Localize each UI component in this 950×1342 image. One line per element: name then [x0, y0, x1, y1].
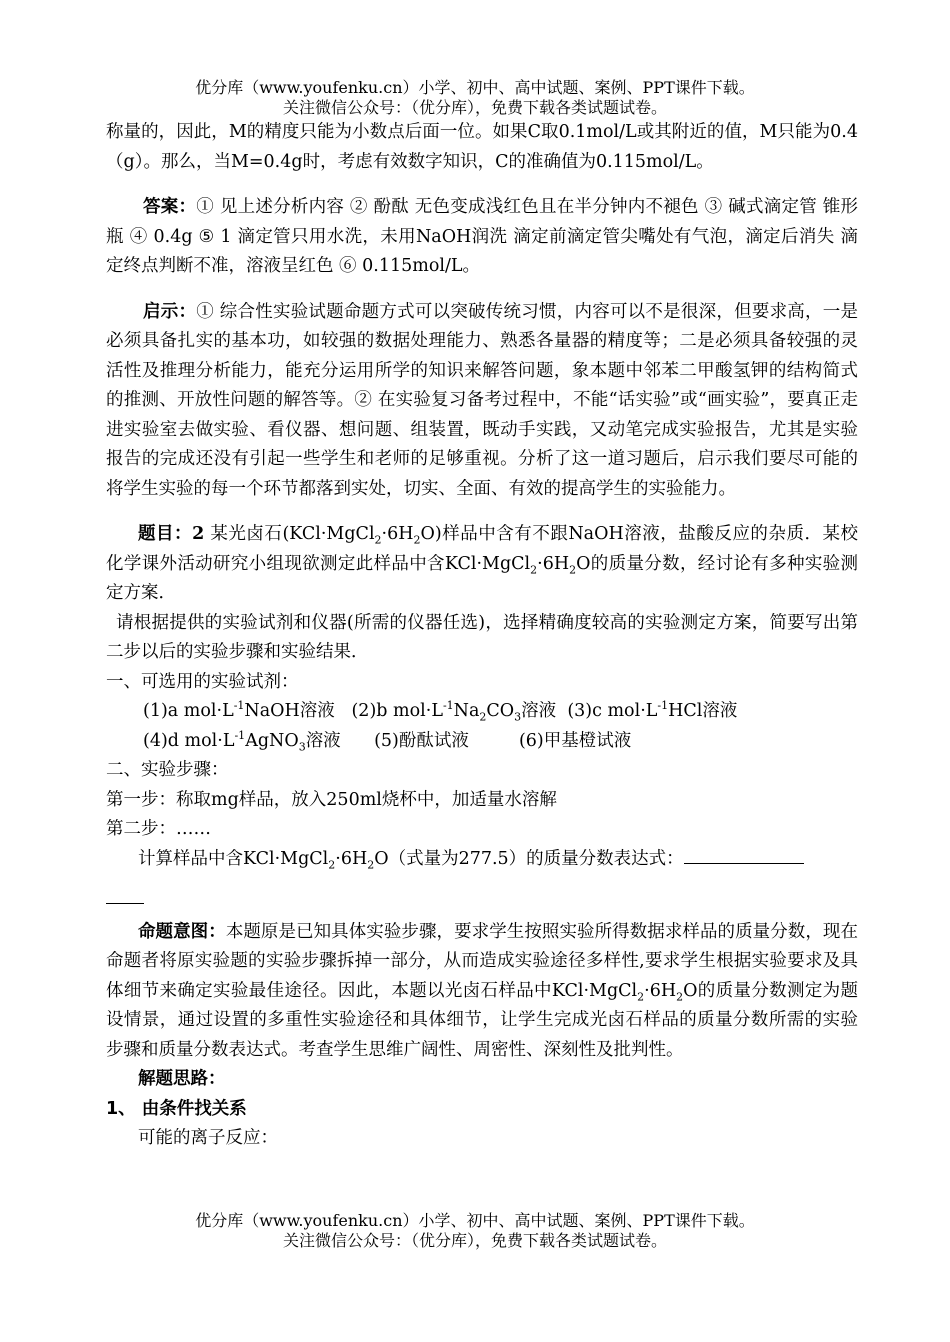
section-steps-title: 二、实验步骤： [106, 760, 229, 780]
intent-label: 命题意图： [138, 921, 226, 942]
problem-statement: 题目：2 某光卤石$(KCl\cdot MgCl_2\cdot 6H_2O)$样品中含有不跟NaOH溶液，盐酸反应的杂质．某校化学课外活动研究小组现欲测定此样品中含$KCl\cdot MgCl_2\cdot 6H_2O$的质量分数，经讨论有多种实验测定方案． [106, 524, 859, 603]
document-body [106, 118, 858, 1154]
hint-paragraph [106, 298, 858, 505]
solution-line: 可能的离子反应： [138, 1128, 278, 1148]
problem-number: 2 [192, 524, 205, 544]
page-header [0, 78, 950, 118]
reagents-line-2: (4)d $mol\cdot L^{-1}AgNO_3$溶液 (5)酚酞试液 (6)甲基橙试液 [143, 728, 632, 753]
calc-expression: 计算样品中含$KCl\cdot MgCl_2\cdot 6H_2O$（式量为277.5）的质量分数表达式： [106, 845, 858, 875]
solution-label: 解题思路： [138, 1069, 226, 1089]
hint-label: 启示： [143, 301, 197, 322]
page-footer [0, 1211, 950, 1251]
answer-text: ① 见上述分析内容 ② 酚酞 无色变成浅红色且在半分钟内不褪色 ③ 碱式滴定管 锥形瓶 ④ 0.4g ⑤ 1 滴定管只用水洗，未用NaOH润洗 滴定前滴定管尖嘴处有气泡，滴定后消失 滴定终点判断不准，溶液呈红色 ⑥ 0.115mol/L。 [106, 197, 859, 276]
answer-blank [684, 863, 804, 864]
solution-label-line [106, 1065, 858, 1095]
answer-label: 答案： [143, 197, 197, 217]
intent-paragraph: 命题意图：本题原是已知具体实验步骤，要求学生按照实验所得数据求样品的质量分数，现在命题者将原实验题的实验步骤拆掉一部分，从而造成实验途径多样性,要求学生根据实验要求及具体细节来确定实验最佳途径。因此，本题以光卤石样品中$KCl\cdot MgCl_2\cdot 6H_2O$的质量分数测定为题设情景，通过设置的多重性实验途径和具体细节，让学生完成光卤石样品的质量分数所需的实验步骤和质量分数表达式。考查学生思维广阔性、周密性、深刻性及批判性。 [106, 921, 858, 1060]
intro-paragraph: 称量的，因此，M的精度只能为小数点后面一位。如果C取0.1mol/L或其附近的值，M只能为0.4（g）。那么，当M=0.4g时，考虑有效数字知识，C的准确值为0.115mol/L。 [106, 122, 858, 172]
header-line-2: 关注微信公众号：（优分库），免费下载各类试题试卷。 [282, 98, 667, 117]
footer-line-2: 关注微信公众号：（优分库），免费下载各类试题试卷。 [282, 1231, 667, 1250]
step-2: 第二步：…… [106, 819, 211, 839]
problem-label: 题目： [138, 524, 193, 544]
header-line-1: 优分库（www.youfenku.cn）小学、初中、高中试题、案例、PPT课件下载。 [195, 78, 755, 97]
answer-blank-continued [106, 874, 858, 904]
hint-text: ① 综合性实验试题命题方式可以突破传统习惯，内容可以不是很深，但要求高，一是必须具备扎实的基本功，如较强的数据处理能力、熟悉各量器的精度等；二是必须具备较强的灵活性及推理分析能力，能充分运用所学的知识来解答问题，象本题中邻苯二甲酸氢钾的结构简式的推测、开放性问题的解答等。② 在实验复习备考过程中，不能“话实验”或“画实验”，要真正走进实验室去做实验、看仪器、想问题、组装置，既动手实践，又动笔完成实验报告，尤其是实验报告的完成还没有引起一些学生和老师的足够重视。分析了这一道习题后，启示我们要尽可能的将学生实验的每一个环节都落到实处，切实、全面、有效的提高学生的实验能力。 [106, 301, 859, 499]
solution-step-title: 1、 由条件找关系 [106, 1098, 247, 1119]
footer-line-1: 优分库（www.youfenku.cn）小学、初中、高中试题、案例、PPT课件下载。 [195, 1211, 755, 1230]
section-reagents-title: 一、可选用的实验试剂： [106, 671, 299, 692]
problem-instruction: 请根据提供的实验试剂和仪器(所需的仪器任选)，选择精确度较高的实验测定方案，简要写出第二步以后的实验步骤和实验结果． [106, 612, 858, 662]
answer-paragraph [106, 193, 858, 282]
reagents-line-1: (1)a $mol\cdot L^{-1}NaOH$溶液 (2)b $mol\cdot L^{-1}Na_2CO_3$溶液 (3)c $mol\cdot L^{-1}HCl$溶液 [143, 699, 738, 724]
step-1: 第一步：称取mg样品，放入250ml烧杯中，加适量水溶解 [106, 789, 557, 810]
